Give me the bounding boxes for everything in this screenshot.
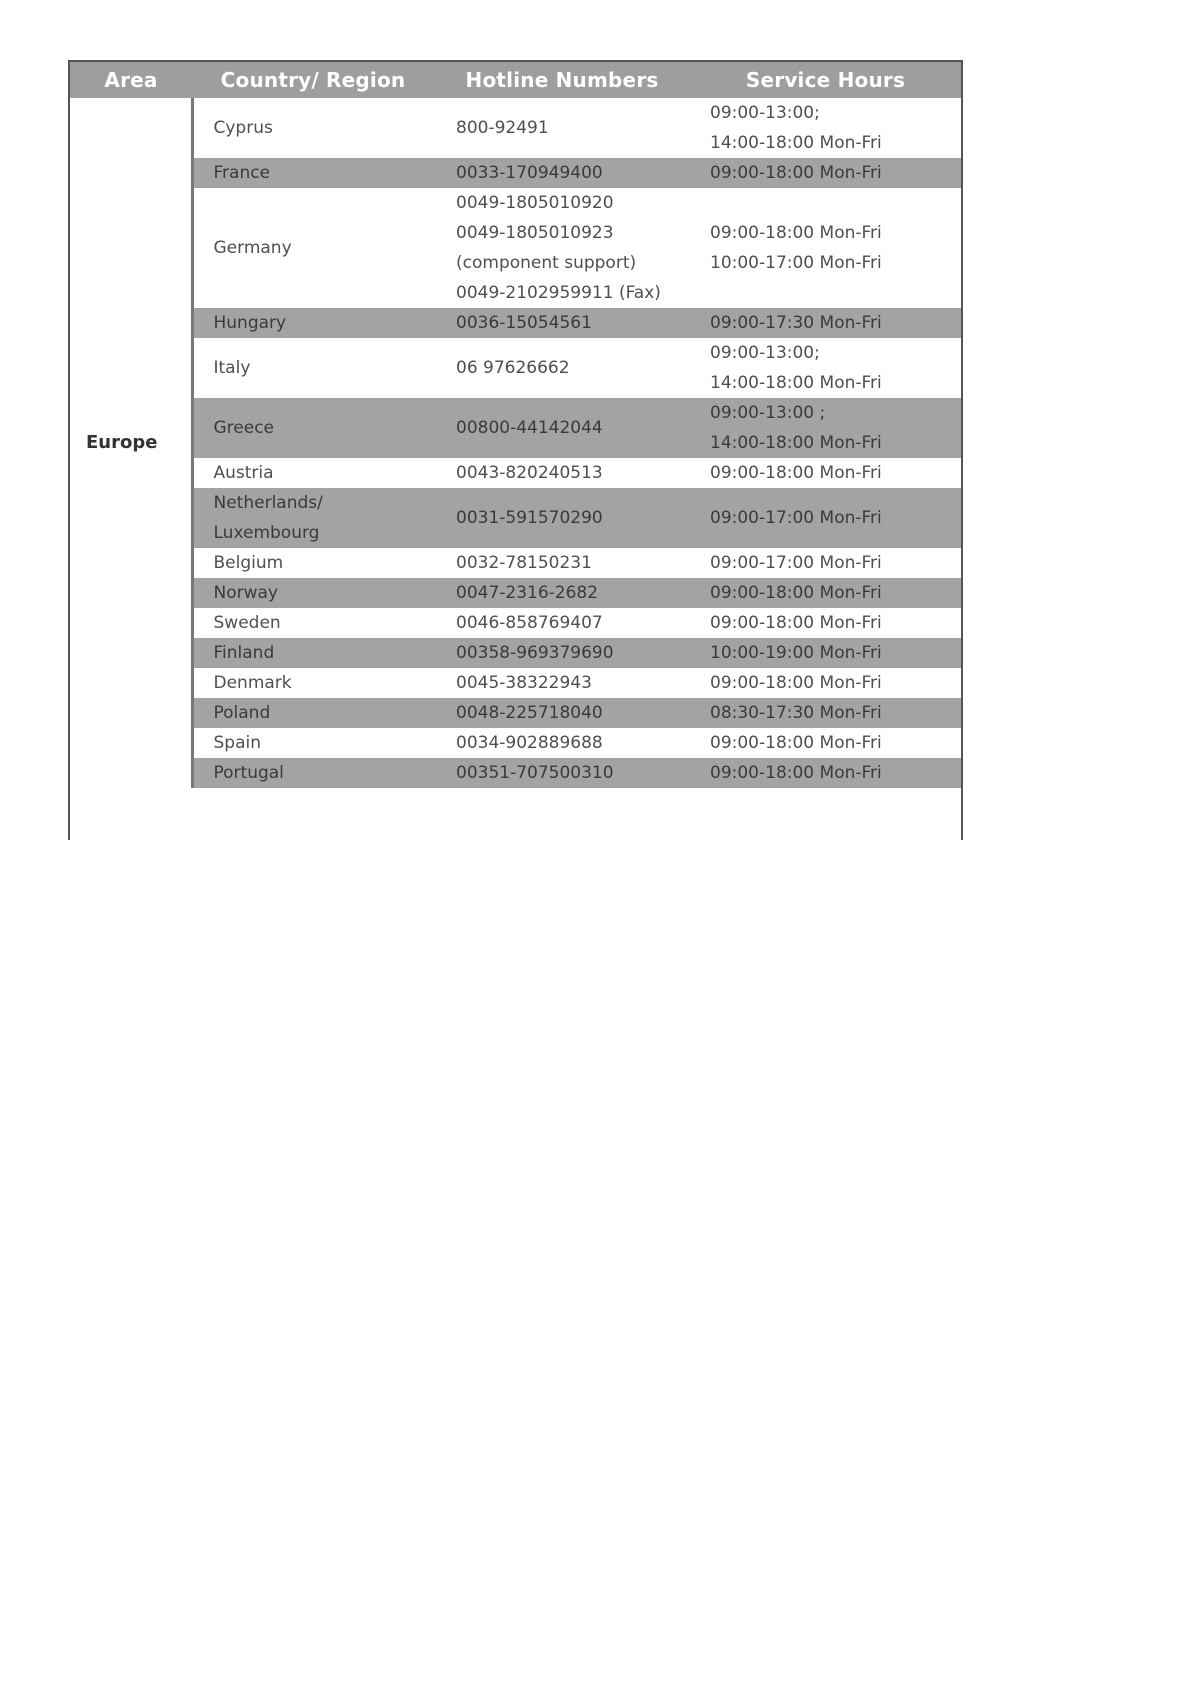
table-row	[70, 98, 961, 158]
country-cell-line: Norway	[213, 583, 278, 603]
area-label: Europe	[86, 432, 158, 453]
country-cell-line: Netherlands/	[213, 493, 323, 513]
hotline-cell	[434, 458, 690, 488]
support-hotline-table-container	[68, 60, 963, 840]
service-hours-cell-line: 09:00-13:00 ;	[710, 403, 826, 423]
table-header-row	[70, 62, 961, 98]
hotline-cell-line: (component support)	[456, 253, 637, 273]
country-cell	[192, 308, 434, 338]
country-cell-line: Luxembourg	[213, 523, 320, 543]
hotline-cell-line: 0043-820240513	[456, 463, 603, 483]
service-hours-cell	[690, 608, 961, 638]
hotline-cell-line: 0046-858769407	[456, 613, 603, 633]
table-row	[70, 638, 961, 668]
hotline-cell	[434, 728, 690, 758]
service-hours-cell	[690, 98, 961, 158]
service-hours-cell-line: 09:00-18:00 Mon-Fri	[710, 613, 882, 633]
country-cell-line: Finland	[213, 643, 275, 663]
country-cell-line: Belgium	[213, 553, 284, 573]
service-hours-cell-line: 14:00-18:00 Mon-Fri	[710, 433, 882, 453]
table-row	[70, 608, 961, 638]
hotline-cell-line: 0049-1805010923	[456, 223, 614, 243]
hotline-cell	[434, 338, 690, 398]
country-cell-line: Portugal	[213, 763, 284, 783]
area-cell	[70, 98, 192, 788]
table-row	[70, 698, 961, 728]
service-hours-cell-line: 09:00-18:00 Mon-Fri	[710, 583, 882, 603]
service-hours-cell-line: 09:00-17:00 Mon-Fri	[710, 508, 882, 528]
service-hours-cell	[690, 668, 961, 698]
hotline-cell	[434, 488, 690, 548]
service-hours-cell	[690, 728, 961, 758]
country-cell	[192, 548, 434, 578]
hotline-cell-line: 0045-38322943	[456, 673, 592, 693]
hotline-cell	[434, 698, 690, 728]
hotline-cell	[434, 608, 690, 638]
country-cell	[192, 338, 434, 398]
hotline-cell-line: 0036-15054561	[456, 313, 592, 333]
hotline-cell-line: 0049-1805010920	[456, 193, 614, 213]
service-hours-cell-line: 09:00-18:00 Mon-Fri	[710, 733, 882, 753]
service-hours-cell	[690, 158, 961, 188]
country-cell	[192, 698, 434, 728]
country-cell	[192, 608, 434, 638]
hotline-cell-line: 0034-902889688	[456, 733, 603, 753]
country-cell-line: France	[213, 163, 271, 183]
hotline-cell-line: 0031-591570290	[456, 508, 603, 528]
header-area: Area	[70, 62, 192, 98]
service-hours-cell-line: 09:00-17:00 Mon-Fri	[710, 553, 882, 573]
service-hours-cell-line: 08:30-17:30 Mon-Fri	[710, 703, 882, 723]
hotline-cell-line: 0047-2316-2682	[456, 583, 599, 603]
country-cell-line: Sweden	[213, 613, 281, 633]
header-hotline: Hotline Numbers	[434, 62, 690, 98]
service-hours-cell	[690, 548, 961, 578]
service-hours-cell	[690, 698, 961, 728]
service-hours-cell	[690, 338, 961, 398]
country-cell	[192, 758, 434, 788]
service-hours-cell-line: 09:00-18:00 Mon-Fri	[710, 673, 882, 693]
service-hours-cell-line: 09:00-18:00 Mon-Fri	[710, 163, 882, 183]
country-cell-line: Greece	[213, 418, 275, 438]
table-row	[70, 668, 961, 698]
table-row	[70, 758, 961, 788]
service-hours-cell-line: 09:00-13:00;	[710, 343, 820, 363]
country-cell-line: Germany	[213, 238, 292, 258]
table-row	[70, 158, 961, 188]
table-row	[70, 488, 961, 548]
service-hours-cell-line: 10:00-19:00 Mon-Fri	[710, 643, 882, 663]
service-hours-cell-line: 14:00-18:00 Mon-Fri	[710, 373, 882, 393]
country-cell-line: Denmark	[213, 673, 292, 693]
hotline-cell	[434, 158, 690, 188]
service-hours-cell-line: 09:00-17:30 Mon-Fri	[710, 313, 882, 333]
service-hours-cell	[690, 578, 961, 608]
service-hours-cell-line: 09:00-13:00;	[710, 103, 820, 123]
table-row	[70, 728, 961, 758]
country-cell	[192, 158, 434, 188]
hotline-cell-line: 00358-969379690	[456, 643, 614, 663]
support-hotline-table	[70, 62, 961, 788]
country-cell	[192, 98, 434, 158]
country-cell	[192, 578, 434, 608]
hotline-cell	[434, 188, 690, 308]
service-hours-cell-line: 14:00-18:00 Mon-Fri	[710, 133, 882, 153]
country-cell-line: Austria	[213, 463, 274, 483]
service-hours-cell	[690, 488, 961, 548]
hotline-cell-line: 0049-2102959911 (Fax)	[456, 283, 661, 303]
service-hours-cell-line: 09:00-18:00 Mon-Fri	[710, 463, 882, 483]
hotline-cell	[434, 638, 690, 668]
service-hours-cell	[690, 398, 961, 458]
hotline-cell	[434, 548, 690, 578]
table-row	[70, 188, 961, 308]
service-hours-cell	[690, 758, 961, 788]
country-cell	[192, 458, 434, 488]
hotline-cell	[434, 98, 690, 158]
country-cell	[192, 188, 434, 308]
country-cell	[192, 728, 434, 758]
service-hours-cell-line: 09:00-18:00 Mon-Fri	[710, 223, 882, 243]
country-cell-line: Italy	[213, 358, 251, 378]
hotline-cell-line: 00351-707500310	[456, 763, 614, 783]
table-body	[70, 98, 961, 788]
service-hours-cell	[690, 188, 961, 308]
hotline-cell-line: 06 97626662	[456, 358, 570, 378]
service-hours-cell	[690, 308, 961, 338]
country-cell	[192, 488, 434, 548]
country-cell	[192, 668, 434, 698]
hotline-cell-line: 0032-78150231	[456, 553, 592, 573]
table-row	[70, 338, 961, 398]
hotline-cell	[434, 758, 690, 788]
country-cell-line: Cyprus	[213, 118, 273, 138]
service-hours-cell	[690, 458, 961, 488]
country-cell-line: Hungary	[213, 313, 287, 333]
table-row	[70, 578, 961, 608]
service-hours-cell-line: 09:00-18:00 Mon-Fri	[710, 763, 882, 783]
service-hours-cell	[690, 638, 961, 668]
hotline-cell	[434, 578, 690, 608]
hotline-cell-line: 00800-44142044	[456, 418, 603, 438]
table-row	[70, 398, 961, 458]
hotline-cell-line: 0033-170949400	[456, 163, 603, 183]
service-hours-cell-line: 10:00-17:00 Mon-Fri	[710, 253, 882, 273]
hotline-cell-line: 0048-225718040	[456, 703, 603, 723]
hotline-cell	[434, 398, 690, 458]
country-cell-line: Spain	[213, 733, 261, 753]
hotline-cell	[434, 308, 690, 338]
header-country: Country/ Region	[192, 62, 434, 98]
table-row	[70, 308, 961, 338]
country-cell-line: Poland	[213, 703, 271, 723]
country-cell	[192, 638, 434, 668]
hotline-cell-line: 800-92491	[456, 118, 549, 138]
header-service-hours: Service Hours	[690, 62, 961, 98]
hotline-cell	[434, 668, 690, 698]
country-cell	[192, 398, 434, 458]
table-row	[70, 458, 961, 488]
table-row	[70, 548, 961, 578]
